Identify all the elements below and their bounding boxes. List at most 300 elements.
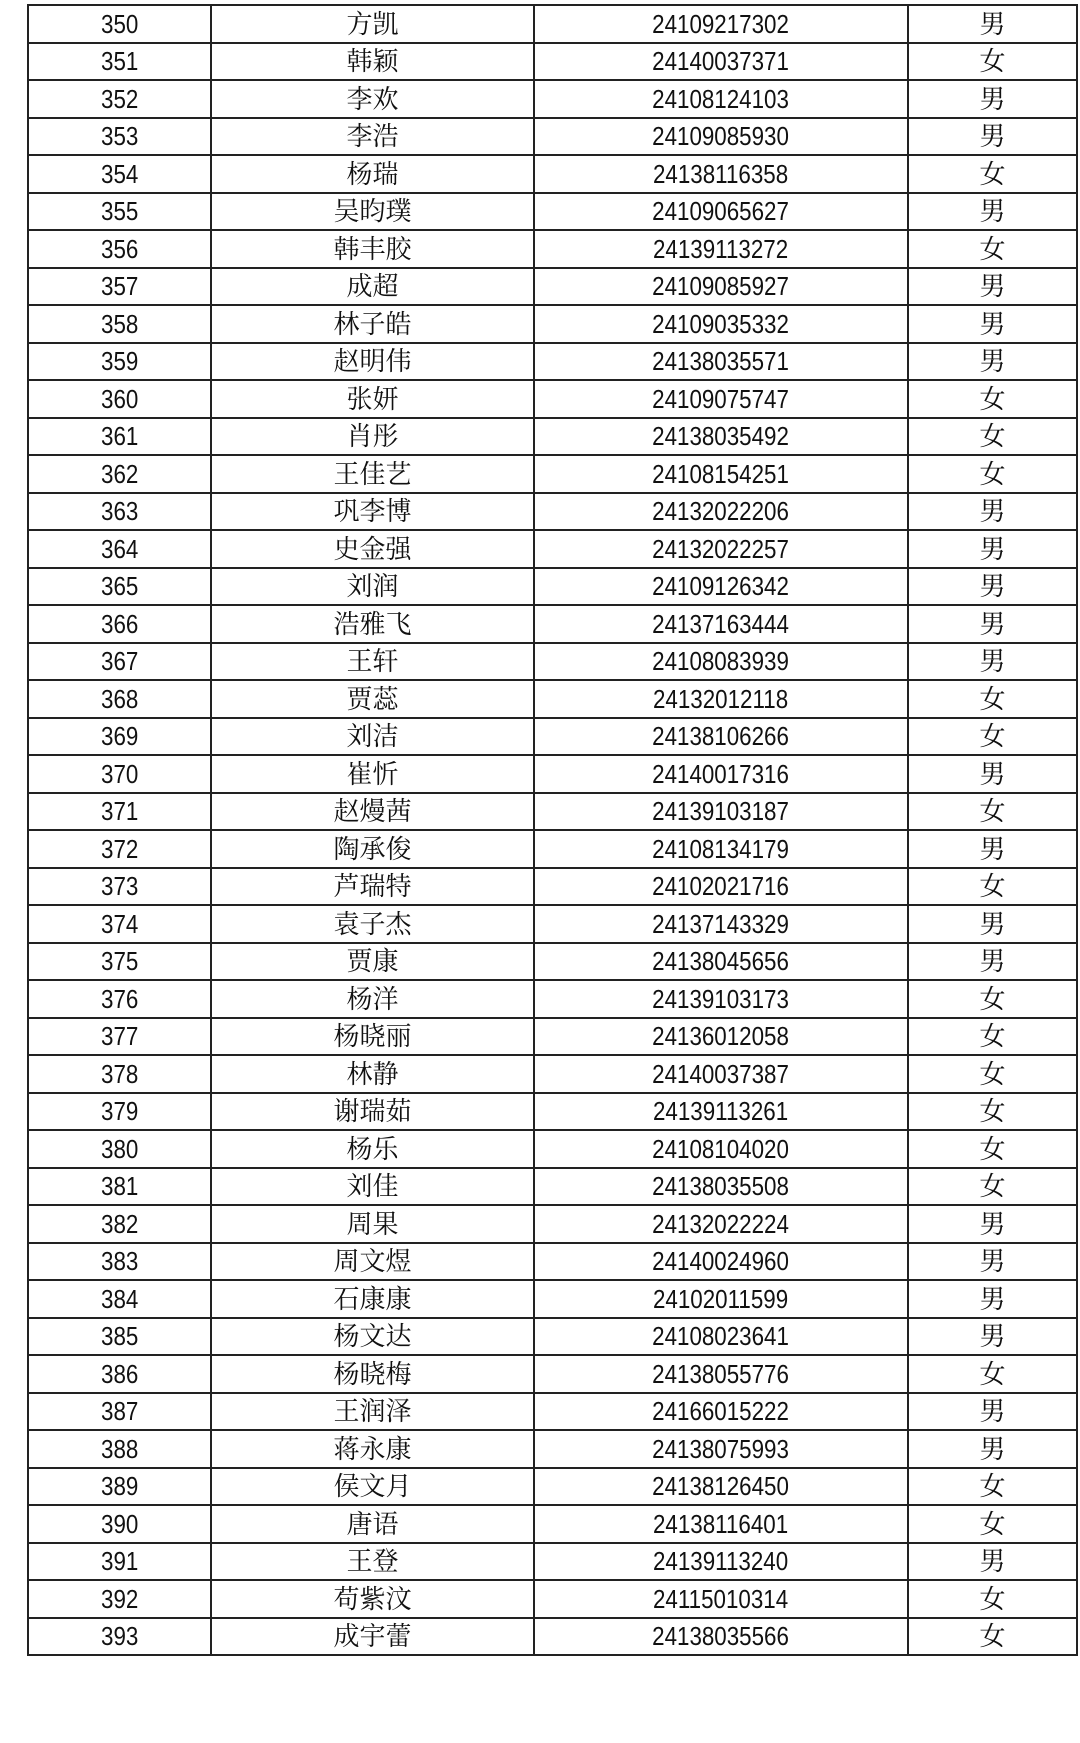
student-id-cell bbox=[534, 305, 908, 343]
student-id-cell bbox=[534, 193, 908, 231]
student-name: 赵明伟 bbox=[333, 346, 412, 377]
gender-cell bbox=[908, 1355, 1077, 1393]
gender: 男 bbox=[979, 346, 1006, 377]
student-id: 24108124103 bbox=[652, 83, 790, 114]
gender-cell bbox=[908, 1468, 1077, 1506]
gender: 女 bbox=[979, 383, 1006, 414]
student-id-cell bbox=[534, 530, 908, 568]
student-name: 侯文月 bbox=[333, 1471, 412, 1502]
gender: 女 bbox=[979, 721, 1006, 752]
row-number: 377 bbox=[100, 1021, 139, 1052]
student-name-cell bbox=[211, 1280, 534, 1318]
student-id-cell bbox=[534, 1505, 908, 1543]
gender-cell bbox=[908, 793, 1077, 831]
student-name-cell bbox=[211, 680, 534, 718]
student-name-cell bbox=[211, 343, 534, 381]
gender: 女 bbox=[979, 458, 1006, 489]
row-number: 358 bbox=[100, 308, 139, 339]
gender-cell bbox=[908, 905, 1077, 943]
student-name-cell bbox=[211, 380, 534, 418]
student-id-cell bbox=[534, 755, 908, 793]
student-id-cell bbox=[534, 1130, 908, 1168]
row-number: 371 bbox=[100, 796, 139, 827]
table-row bbox=[28, 1580, 1077, 1618]
student-id: 24102011599 bbox=[653, 1283, 789, 1314]
row-number-cell bbox=[28, 1018, 211, 1056]
student-id-cell bbox=[534, 268, 908, 306]
gender: 男 bbox=[979, 1283, 1006, 1314]
student-name-cell bbox=[211, 455, 534, 493]
gender: 男 bbox=[979, 533, 1006, 564]
student-name: 刘佳 bbox=[346, 1171, 399, 1202]
gender: 男 bbox=[979, 608, 1006, 639]
table-row bbox=[28, 305, 1077, 343]
table-row bbox=[28, 155, 1077, 193]
student-name-cell bbox=[211, 905, 534, 943]
row-number-cell bbox=[28, 943, 211, 981]
student-name: 周果 bbox=[346, 1208, 399, 1239]
row-number-cell bbox=[28, 1393, 211, 1431]
student-name: 方凯 bbox=[346, 8, 399, 39]
gender: 女 bbox=[979, 1096, 1006, 1127]
row-number: 374 bbox=[100, 908, 139, 939]
row-number: 379 bbox=[100, 1096, 139, 1127]
table-body bbox=[28, 5, 1077, 1655]
row-number: 385 bbox=[100, 1321, 139, 1352]
student-id-cell bbox=[534, 980, 908, 1018]
student-id-cell bbox=[534, 343, 908, 381]
student-name-cell bbox=[211, 718, 534, 756]
student-id-cell bbox=[534, 1355, 908, 1393]
row-number: 393 bbox=[100, 1621, 139, 1652]
gender-cell bbox=[908, 1505, 1077, 1543]
gender-cell bbox=[908, 830, 1077, 868]
student-name-cell bbox=[211, 1205, 534, 1243]
student-name: 芦瑞特 bbox=[333, 871, 412, 902]
row-number: 357 bbox=[100, 271, 139, 302]
student-id-cell bbox=[534, 1543, 908, 1581]
row-number-cell bbox=[28, 905, 211, 943]
student-id: 24140037371 bbox=[652, 46, 790, 77]
gender: 男 bbox=[979, 83, 1006, 114]
student-id-cell bbox=[534, 118, 908, 156]
student-id-cell bbox=[534, 643, 908, 681]
gender-cell bbox=[908, 80, 1077, 118]
gender: 女 bbox=[979, 1621, 1006, 1652]
student-name-cell bbox=[211, 1055, 534, 1093]
row-number: 369 bbox=[100, 721, 139, 752]
row-number: 375 bbox=[100, 946, 139, 977]
student-id-cell bbox=[534, 1280, 908, 1318]
table-row bbox=[28, 680, 1077, 718]
row-number-cell bbox=[28, 1280, 211, 1318]
table-row bbox=[28, 605, 1077, 643]
gender: 女 bbox=[979, 46, 1006, 77]
row-number-cell bbox=[28, 193, 211, 231]
table-row bbox=[28, 43, 1077, 81]
student-id: 24108154251 bbox=[652, 458, 790, 489]
student-name: 史金强 bbox=[333, 533, 412, 564]
row-number: 367 bbox=[100, 646, 139, 677]
student-id-cell bbox=[534, 568, 908, 606]
table-row bbox=[28, 1393, 1077, 1431]
row-number-cell bbox=[28, 1130, 211, 1168]
table-row bbox=[28, 493, 1077, 531]
row-number: 356 bbox=[100, 233, 139, 264]
student-name: 刘洁 bbox=[346, 721, 399, 752]
student-name: 韩颖 bbox=[346, 46, 399, 77]
table-row bbox=[28, 1130, 1077, 1168]
gender-cell bbox=[908, 1018, 1077, 1056]
student-id-cell bbox=[534, 868, 908, 906]
row-number-cell bbox=[28, 1355, 211, 1393]
gender: 男 bbox=[979, 946, 1006, 977]
student-name: 赵熳茜 bbox=[333, 796, 412, 827]
table-row bbox=[28, 1618, 1077, 1656]
gender: 男 bbox=[979, 496, 1006, 527]
table-row bbox=[28, 380, 1077, 418]
student-name: 巩李博 bbox=[333, 496, 412, 527]
gender-cell bbox=[908, 493, 1077, 531]
student-name: 袁子杰 bbox=[333, 908, 412, 939]
gender-cell bbox=[908, 1055, 1077, 1093]
row-number: 373 bbox=[100, 871, 139, 902]
student-id-cell bbox=[534, 455, 908, 493]
student-name: 杨晓丽 bbox=[333, 1021, 412, 1052]
row-number: 353 bbox=[100, 121, 139, 152]
student-id: 24132022224 bbox=[652, 1208, 790, 1239]
student-name: 谢瑞茹 bbox=[333, 1096, 412, 1127]
gender: 女 bbox=[979, 1021, 1006, 1052]
student-id-cell bbox=[534, 943, 908, 981]
row-number-cell bbox=[28, 455, 211, 493]
row-number: 359 bbox=[100, 346, 139, 377]
gender-cell bbox=[908, 1618, 1077, 1656]
gender: 男 bbox=[979, 8, 1006, 39]
row-number-cell bbox=[28, 230, 211, 268]
student-name: 陶承俊 bbox=[333, 833, 412, 864]
row-number-cell bbox=[28, 1580, 211, 1618]
student-id: 24138075993 bbox=[652, 1433, 790, 1464]
student-name: 成宇蕾 bbox=[333, 1621, 412, 1652]
gender: 女 bbox=[979, 871, 1006, 902]
student-name: 肖彤 bbox=[346, 421, 399, 452]
table-row bbox=[28, 568, 1077, 606]
row-number-cell bbox=[28, 118, 211, 156]
student-id: 24109065627 bbox=[652, 196, 790, 227]
student-name-cell bbox=[211, 605, 534, 643]
table-row bbox=[28, 80, 1077, 118]
student-id-cell bbox=[534, 380, 908, 418]
student-name-cell bbox=[211, 193, 534, 231]
student-id: 24132022206 bbox=[652, 496, 790, 527]
gender: 女 bbox=[979, 1471, 1006, 1502]
student-id-cell bbox=[534, 1243, 908, 1281]
student-id-cell bbox=[534, 1430, 908, 1468]
student-id: 24109085930 bbox=[652, 121, 790, 152]
gender-cell bbox=[908, 343, 1077, 381]
student-id: 24108083939 bbox=[652, 646, 790, 677]
table-row bbox=[28, 118, 1077, 156]
row-number: 351 bbox=[100, 46, 139, 77]
student-name-cell bbox=[211, 1318, 534, 1356]
student-id-cell bbox=[534, 155, 908, 193]
row-number-cell bbox=[28, 643, 211, 681]
row-number-cell bbox=[28, 530, 211, 568]
gender: 男 bbox=[979, 1396, 1006, 1427]
row-number-cell bbox=[28, 1093, 211, 1131]
student-id: 24140024960 bbox=[652, 1246, 790, 1277]
row-number-cell bbox=[28, 1505, 211, 1543]
gender: 女 bbox=[979, 983, 1006, 1014]
student-id: 24138116401 bbox=[653, 1508, 789, 1539]
gender: 女 bbox=[979, 1583, 1006, 1614]
table-row bbox=[28, 268, 1077, 306]
student-name-cell bbox=[211, 268, 534, 306]
gender: 男 bbox=[979, 571, 1006, 602]
row-number-cell bbox=[28, 1430, 211, 1468]
gender: 男 bbox=[979, 908, 1006, 939]
student-name-cell bbox=[211, 1468, 534, 1506]
table-row bbox=[28, 1205, 1077, 1243]
gender: 女 bbox=[979, 1171, 1006, 1202]
row-number-cell bbox=[28, 830, 211, 868]
student-id: 24138126450 bbox=[652, 1471, 790, 1502]
student-name-cell bbox=[211, 118, 534, 156]
table-row bbox=[28, 1468, 1077, 1506]
gender: 女 bbox=[979, 683, 1006, 714]
student-name-cell bbox=[211, 755, 534, 793]
student-name-cell bbox=[211, 1430, 534, 1468]
row-number-cell bbox=[28, 155, 211, 193]
row-number-cell bbox=[28, 305, 211, 343]
student-name-cell bbox=[211, 493, 534, 531]
student-id: 24109126342 bbox=[652, 571, 790, 602]
student-id-cell bbox=[534, 905, 908, 943]
row-number-cell bbox=[28, 1318, 211, 1356]
gender-cell bbox=[908, 118, 1077, 156]
row-number: 386 bbox=[100, 1358, 139, 1389]
student-name: 王登 bbox=[346, 1546, 399, 1577]
student-name: 成超 bbox=[346, 271, 399, 302]
row-number-cell bbox=[28, 868, 211, 906]
gender-cell bbox=[908, 1093, 1077, 1131]
row-number: 368 bbox=[100, 683, 139, 714]
gender: 男 bbox=[979, 1246, 1006, 1277]
student-name-cell bbox=[211, 1355, 534, 1393]
gender: 男 bbox=[979, 833, 1006, 864]
row-number-cell bbox=[28, 1168, 211, 1206]
gender-cell bbox=[908, 980, 1077, 1018]
student-id-cell bbox=[534, 1055, 908, 1093]
student-name-cell bbox=[211, 80, 534, 118]
row-number-cell bbox=[28, 980, 211, 1018]
student-name: 王轩 bbox=[346, 646, 399, 677]
student-name-cell bbox=[211, 43, 534, 81]
student-name: 王佳艺 bbox=[333, 458, 412, 489]
student-id: 24115010314 bbox=[653, 1583, 789, 1614]
student-name: 吴昀璞 bbox=[333, 196, 412, 227]
gender: 女 bbox=[979, 421, 1006, 452]
row-number: 384 bbox=[100, 1283, 139, 1314]
gender-cell bbox=[908, 268, 1077, 306]
row-number: 376 bbox=[100, 983, 139, 1014]
student-id-cell bbox=[534, 1093, 908, 1131]
student-name: 贾康 bbox=[346, 946, 399, 977]
student-name: 李浩 bbox=[346, 121, 399, 152]
row-number: 354 bbox=[100, 158, 139, 189]
student-name: 韩丰胶 bbox=[333, 233, 412, 264]
row-number-cell bbox=[28, 568, 211, 606]
student-id: 24137143329 bbox=[652, 908, 790, 939]
student-name-cell bbox=[211, 643, 534, 681]
gender-cell bbox=[908, 868, 1077, 906]
row-number: 352 bbox=[100, 83, 139, 114]
gender-cell bbox=[908, 380, 1077, 418]
student-id-cell bbox=[534, 680, 908, 718]
row-number: 365 bbox=[100, 571, 139, 602]
student-name-cell bbox=[211, 980, 534, 1018]
table-row bbox=[28, 1355, 1077, 1393]
gender: 女 bbox=[979, 796, 1006, 827]
student-id-cell bbox=[534, 1393, 908, 1431]
gender-cell bbox=[908, 1168, 1077, 1206]
row-number-cell bbox=[28, 80, 211, 118]
student-id: 24138055776 bbox=[652, 1358, 790, 1389]
student-name: 王润泽 bbox=[333, 1396, 412, 1427]
student-name-cell bbox=[211, 830, 534, 868]
student-id: 24108104020 bbox=[652, 1133, 790, 1164]
row-number: 372 bbox=[100, 833, 139, 864]
student-id-cell bbox=[534, 5, 908, 43]
student-name: 杨乐 bbox=[346, 1133, 399, 1164]
row-number-cell bbox=[28, 380, 211, 418]
row-number-cell bbox=[28, 5, 211, 43]
row-number-cell bbox=[28, 1205, 211, 1243]
table-row bbox=[28, 230, 1077, 268]
gender-cell bbox=[908, 1543, 1077, 1581]
table-row bbox=[28, 793, 1077, 831]
student-id-cell bbox=[534, 1018, 908, 1056]
student-name-cell bbox=[211, 1543, 534, 1581]
row-number-cell bbox=[28, 1618, 211, 1656]
student-name: 张妍 bbox=[346, 383, 399, 414]
student-id: 24138035508 bbox=[652, 1171, 790, 1202]
table-row bbox=[28, 1430, 1077, 1468]
student-name-cell bbox=[211, 418, 534, 456]
student-id-cell bbox=[534, 1318, 908, 1356]
table-row bbox=[28, 1280, 1077, 1318]
row-number-cell bbox=[28, 43, 211, 81]
table-row bbox=[28, 1055, 1077, 1093]
row-number-cell bbox=[28, 605, 211, 643]
row-number-cell bbox=[28, 1468, 211, 1506]
row-number-cell bbox=[28, 1243, 211, 1281]
student-id: 24108023641 bbox=[652, 1321, 790, 1352]
student-id: 24138106266 bbox=[652, 721, 790, 752]
student-id: 24138116358 bbox=[653, 158, 789, 189]
student-name-cell bbox=[211, 305, 534, 343]
row-number: 383 bbox=[100, 1246, 139, 1277]
student-id-cell bbox=[534, 1205, 908, 1243]
table-row bbox=[28, 1243, 1077, 1281]
gender: 男 bbox=[979, 1321, 1006, 1352]
table-row bbox=[28, 1018, 1077, 1056]
student-name-cell bbox=[211, 568, 534, 606]
gender-cell bbox=[908, 1280, 1077, 1318]
table-row bbox=[28, 943, 1077, 981]
student-name: 杨文达 bbox=[333, 1321, 412, 1352]
student-id-cell bbox=[534, 718, 908, 756]
row-number: 363 bbox=[100, 496, 139, 527]
student-id: 24140037387 bbox=[652, 1058, 790, 1089]
student-name: 苟紫汶 bbox=[333, 1583, 412, 1614]
gender-cell bbox=[908, 605, 1077, 643]
row-number: 355 bbox=[100, 196, 139, 227]
student-id: 24136012058 bbox=[652, 1021, 790, 1052]
gender: 男 bbox=[979, 758, 1006, 789]
student-id-cell bbox=[534, 1468, 908, 1506]
gender-cell bbox=[908, 1130, 1077, 1168]
gender-cell bbox=[908, 755, 1077, 793]
student-id: 24132012118 bbox=[653, 683, 789, 714]
table-row bbox=[28, 718, 1077, 756]
student-name: 林子皓 bbox=[333, 308, 412, 339]
student-name-cell bbox=[211, 1130, 534, 1168]
student-id: 24139113240 bbox=[653, 1546, 789, 1577]
gender: 男 bbox=[979, 1433, 1006, 1464]
student-name: 刘润 bbox=[346, 571, 399, 602]
row-number: 388 bbox=[100, 1433, 139, 1464]
student-name: 杨晓梅 bbox=[333, 1358, 412, 1389]
student-name-cell bbox=[211, 155, 534, 193]
student-name-cell bbox=[211, 868, 534, 906]
gender-cell bbox=[908, 1243, 1077, 1281]
gender-cell bbox=[908, 680, 1077, 718]
student-name-cell bbox=[211, 1580, 534, 1618]
gender: 女 bbox=[979, 1508, 1006, 1539]
row-number-cell bbox=[28, 418, 211, 456]
gender-cell bbox=[908, 455, 1077, 493]
gender-cell bbox=[908, 530, 1077, 568]
student-name-cell bbox=[211, 1093, 534, 1131]
table-row bbox=[28, 1168, 1077, 1206]
student-id-cell bbox=[534, 1168, 908, 1206]
gender: 男 bbox=[979, 271, 1006, 302]
student-id: 24139103187 bbox=[652, 796, 790, 827]
student-list-table bbox=[27, 4, 1078, 1656]
student-id: 24139113261 bbox=[653, 1096, 789, 1127]
student-id-cell bbox=[534, 1618, 908, 1656]
row-number-cell bbox=[28, 343, 211, 381]
table-row bbox=[28, 343, 1077, 381]
student-id: 24138035571 bbox=[652, 346, 790, 377]
gender: 男 bbox=[979, 121, 1006, 152]
student-id: 24132022257 bbox=[652, 533, 790, 564]
gender-cell bbox=[908, 193, 1077, 231]
gender: 男 bbox=[979, 646, 1006, 677]
table-row bbox=[28, 1543, 1077, 1581]
row-number-cell bbox=[28, 268, 211, 306]
row-number-cell bbox=[28, 1055, 211, 1093]
student-name: 唐语 bbox=[346, 1508, 399, 1539]
table-row bbox=[28, 755, 1077, 793]
student-id: 24102021716 bbox=[652, 871, 790, 902]
student-id: 24109075747 bbox=[652, 383, 790, 414]
student-id-cell bbox=[534, 1580, 908, 1618]
row-number: 381 bbox=[100, 1171, 139, 1202]
table-row bbox=[28, 868, 1077, 906]
